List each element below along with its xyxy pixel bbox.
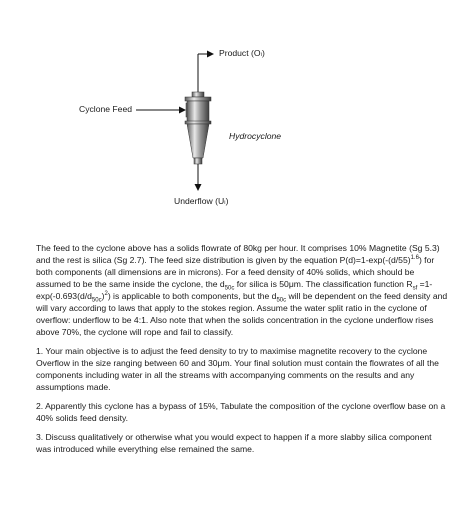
underflow-label: Underflow (Uₗ) [174,196,229,206]
p1-part-c: for silica is 50μm. The classification function R [234,279,413,289]
p1-part-b: ) for both components (all dimensions are in microns). For a feed density of 40% solids, which should be assumed to be the same inside the cyclone, the d [36,255,435,289]
problem-description [36,242,448,338]
spigot [194,158,202,164]
cyclone-mid-flange [185,121,211,124]
p1-subscript-1: 50c [224,285,235,292]
hydrocyclone-label: Hydrocyclone [229,131,282,141]
p1-part-e: ) [101,291,105,301]
underflow-arrowhead [195,184,202,191]
overflow-arrowhead [207,51,214,58]
p1-subscript-4: 50c [276,297,287,304]
p1-part-a: The feed to the cyclone above has a solids flowrate of 80kg per hour. It comprises 10% Magnetite (Sg 5.3) and the rest is silica (Sg 2.7). The feed size distribution is given by the equation P(d)=1-exp(-(d/55) [36,243,440,265]
problem-text [36,242,448,462]
p1-part-d: =1-exp(-0.693(d/d [36,279,433,301]
p1-part-g: will be dependent on the feed density and will vary according to laws that apply to the stokes region. Assume the water split ratio in the cyclone of overflow: underflow to be 4:1. Also note that when the solids concentration in the cyclone underflow rises above 70%, the cyclone will rope and fail to classify. [36,291,448,337]
p1-part-f: ) is applicable to both components, but the d [107,291,277,301]
cyclone-cylinder [187,101,209,123]
p1-subscript-2: sf [412,285,418,292]
vortex-finder [192,92,204,97]
p1-subscript-3: 50c [91,297,102,304]
question-2: 2. Apparently this cyclone has a bypass of 15%, Tabulate the composition of the cyclone overflow base on a 40% solids feed density. [36,401,446,423]
question-3: 3. Discuss qualitatively or otherwise what you would expect to happen if a more slabby silica component was introduced while everything else remained the same. [36,432,432,454]
product-label: Product (Oₗ) [219,48,265,58]
p1-exponent-1: 1.6 [410,255,419,262]
p1-exponent-2: 2 [104,291,108,298]
cyclone-cone [187,124,209,158]
cyclone-top-flange [185,97,211,101]
question-1: 1. Your main objective is to adjust the feed density to try to maximise magnetite recovery to the cyclone Overflow in the size ranging between 60 and 30μm. Your final solution must contain the flowrates of all the components including water in all the streams with accompanying comments on the results and any assumptions made. [36,346,439,392]
hydrocyclone-diagram [0,0,474,240]
feed-arrowhead [179,107,186,114]
cyclone-feed-label: Cyclone Feed [79,104,133,114]
